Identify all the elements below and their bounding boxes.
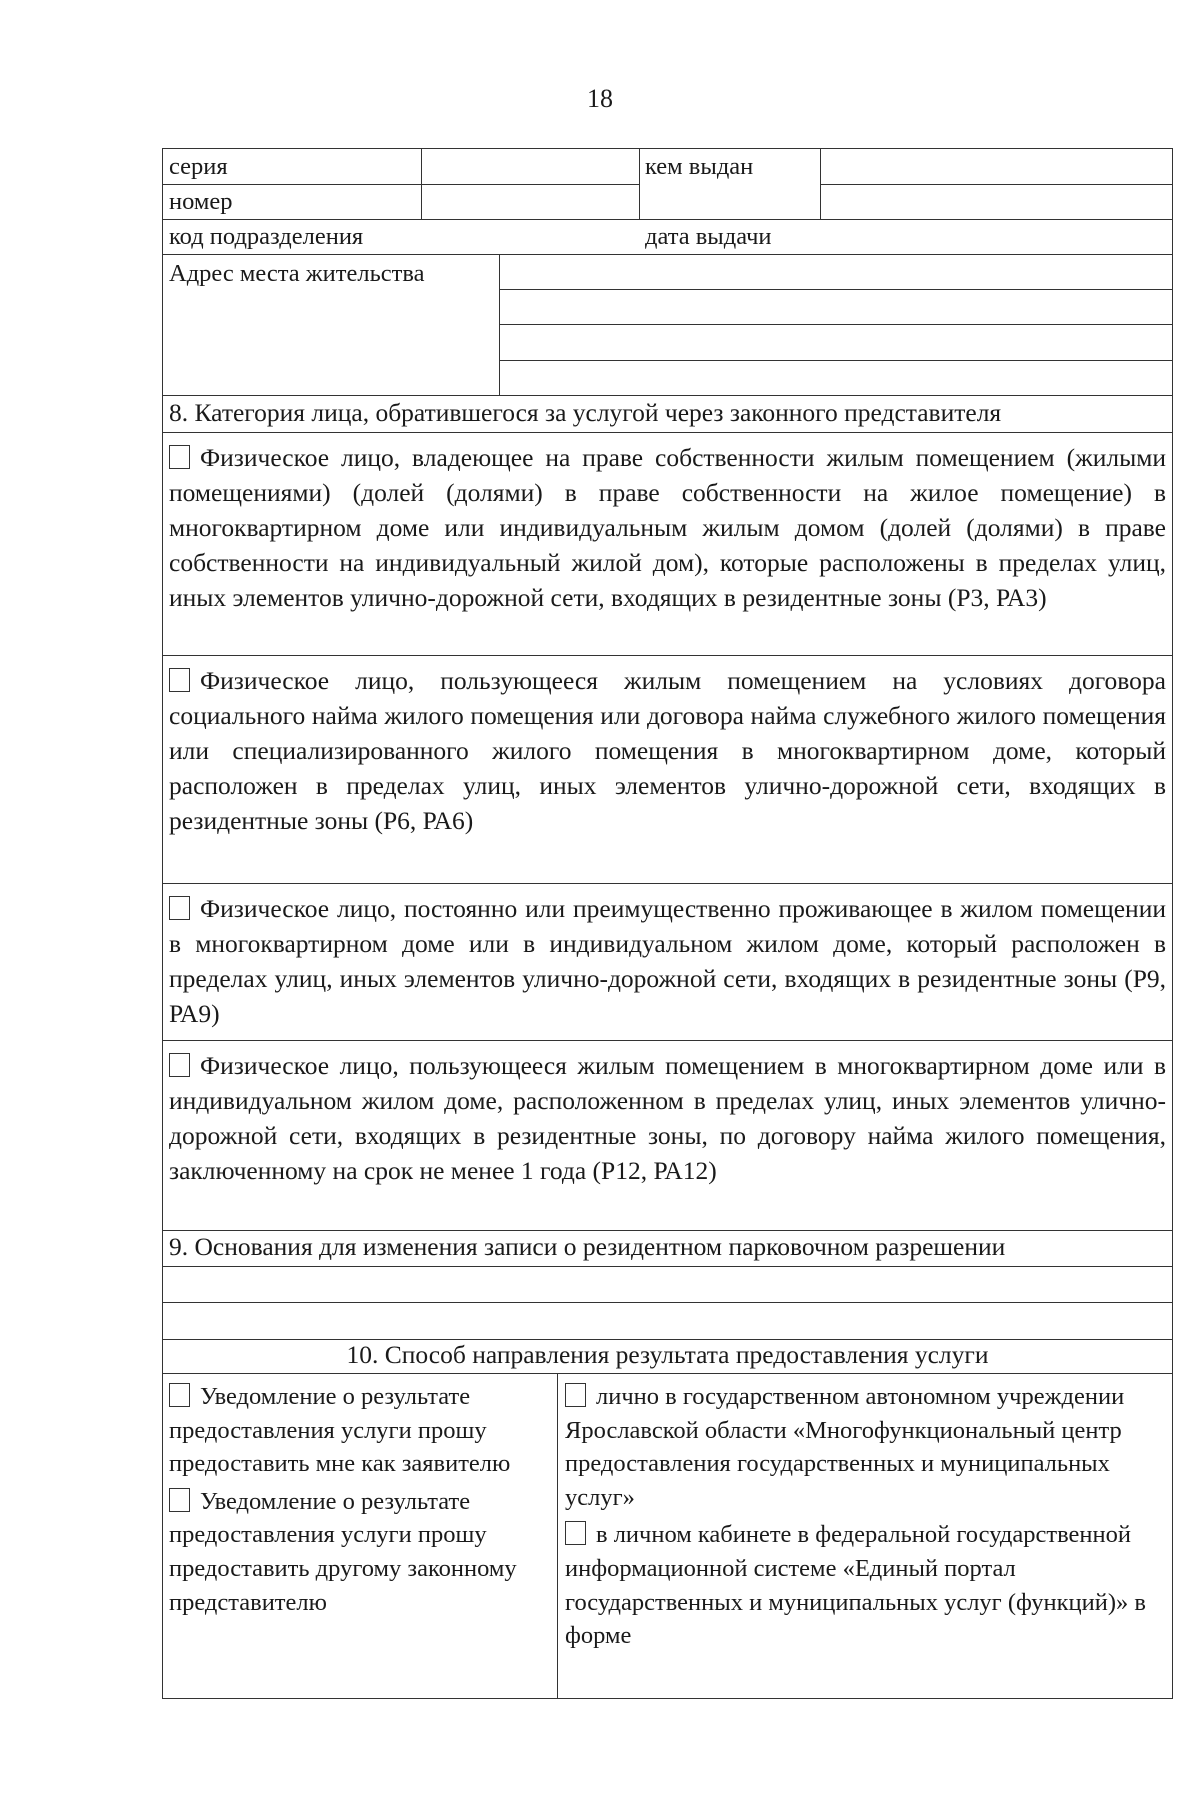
checkbox-icon[interactable] xyxy=(169,1488,190,1512)
page-number: 18 xyxy=(587,84,613,113)
category-option[interactable]: Физическое лицо, пользующееся жилым помещением на условиях договора социального найма жилого помещения или договора найма служебного жилого помещения или специализированного жилого помещения в многоквартирном доме, который расположен в пределах улиц, иных элементов улично-дорожной сети, входящих в резидентные зоны (Р6, РА6) xyxy=(169,666,1166,835)
grid-line xyxy=(163,655,1172,656)
series-field[interactable] xyxy=(422,149,639,184)
reason-field[interactable] xyxy=(163,1267,1172,1302)
grid-line xyxy=(163,432,1172,433)
issue-date-label: дата выдачи xyxy=(645,223,772,250)
grid-line xyxy=(163,1373,1172,1374)
checkbox-icon[interactable] xyxy=(169,668,190,692)
checkbox-icon[interactable] xyxy=(169,1053,190,1077)
category-option[interactable]: Физическое лицо, постоянно или преимущественно проживающее в жилом помещении в многоквартирном доме или в индивидуальном жилом доме, который расположен в пределах улиц, иных элементов улично-дорожной сети, входящих в резидентные зоны (Р9, РА9) xyxy=(169,894,1166,1028)
number-field[interactable] xyxy=(422,185,639,219)
grid-line xyxy=(163,883,1172,884)
application-form xyxy=(162,148,1173,1699)
issued-by-label: кем выдан xyxy=(645,153,754,180)
delivery-recipient-option[interactable]: Уведомление о результате предоставления услуги прошу предоставить другому законному представителю xyxy=(169,1487,517,1616)
section-10-title: 10. Способ направления результата предоставления услуги xyxy=(346,1340,989,1369)
issued-by-field[interactable] xyxy=(821,149,1172,219)
delivery-method-option[interactable]: в личном кабинете в федеральной государственной информационной системе «Единый портал государственных и муниципальных услуг (функций)» в форме xyxy=(565,1521,1146,1650)
delivery-recipient-option[interactable]: Уведомление о результате предоставления услуги прошу предоставить мне как заявителю xyxy=(169,1383,511,1478)
address-label: Адрес места жительства xyxy=(169,260,425,287)
checkbox-icon[interactable] xyxy=(565,1521,586,1545)
number-label: номер xyxy=(169,188,233,215)
delivery-method-option[interactable]: лично в государственном автономном учреждении Ярославской области «Многофункциональный центр предоставления государственных и муниципальных услуг» xyxy=(565,1383,1125,1511)
section-8-title: 8. Категория лица, обратившегося за услугой через законного представителя xyxy=(169,398,1002,427)
grid-line xyxy=(639,149,640,219)
checkbox-icon[interactable] xyxy=(169,1383,190,1407)
division-code-field[interactable] xyxy=(422,220,639,254)
category-option[interactable]: Физическое лицо, пользующееся жилым помещением в многоквартирном доме или в индивидуальном жилом доме, расположенном в пределах улиц, иных элементов улично-дорожной сети, входящих в резидентные зоны, по договору найма жилого помещения, заключенному на срок не менее 1 года (Р12, РА12) xyxy=(169,1051,1166,1185)
issue-date-field[interactable] xyxy=(821,220,1172,254)
category-option[interactable]: Физическое лицо, владеющее на праве собственности жилым помещением (жилыми помещениями) (долей (долями) в праве собственности на жилое помещение) в многоквартирном доме или индивидуальным жилым домом (долей (долями) в праве собственности на индивидуальный жилой дом), которые расположены в пределах улиц, иных элементов улично-дорожной сети, входящих в резидентные зоны (Р3, РА3) xyxy=(169,443,1166,612)
checkbox-icon[interactable] xyxy=(169,896,190,920)
grid-line xyxy=(163,395,1172,396)
grid-line xyxy=(557,1373,558,1698)
address-field[interactable] xyxy=(500,255,1172,395)
checkbox-icon[interactable] xyxy=(565,1383,586,1407)
delivery-recipient-column xyxy=(169,1380,549,1619)
series-label: серия xyxy=(169,153,228,180)
division-code-label: код подразделения xyxy=(169,223,364,250)
section-9-title: 9. Основания для изменения записи о резидентном парковочном разрешении xyxy=(169,1232,1006,1261)
reason-field[interactable] xyxy=(163,1303,1172,1339)
grid-line xyxy=(163,1230,1172,1231)
grid-line xyxy=(163,1040,1172,1041)
delivery-method-column xyxy=(565,1380,1167,1653)
checkbox-icon[interactable] xyxy=(169,445,190,469)
